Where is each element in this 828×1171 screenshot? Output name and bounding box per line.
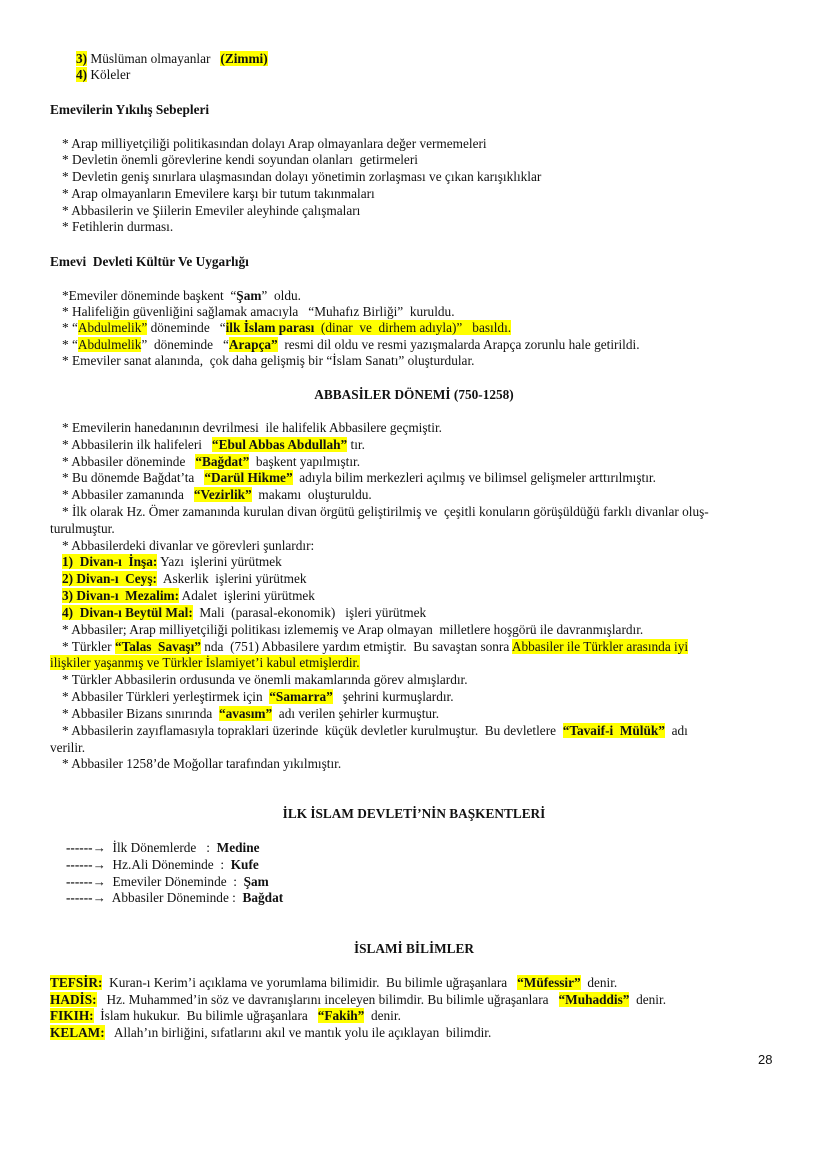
science-item xyxy=(50,992,666,1008)
text-fragment: Köleler xyxy=(87,67,131,82)
divan-item xyxy=(62,588,315,604)
text-fragment: Bağdat xyxy=(242,890,284,905)
text-fragment: “Talas Savaşı” xyxy=(114,639,201,654)
text-fragment: TEFSİR: xyxy=(50,975,103,990)
list-item xyxy=(62,487,372,503)
arrow-icon: ------→ xyxy=(66,857,106,872)
text-fragment: (dinar ve dirhem adıyla)” basıldı. xyxy=(314,320,512,335)
capital-item xyxy=(66,890,283,906)
text-fragment: Kufe xyxy=(230,857,259,872)
text-fragment: * Abbasiler zamanında xyxy=(62,487,194,502)
arrow-icon: ------→ xyxy=(66,840,106,855)
text-fragment: Abdulmelik xyxy=(77,337,142,352)
arrow-icon: ------→ xyxy=(66,874,106,889)
text-fragment: İlk Dönemlerde : xyxy=(105,840,217,855)
text-fragment: “Vezirlik” xyxy=(193,487,252,502)
text-fragment: “Muhaddis” xyxy=(558,992,630,1007)
list-item xyxy=(62,288,301,304)
text-fragment: şehrini kurmuşlardır. xyxy=(332,689,454,704)
text-fragment: ilk İslam parası xyxy=(225,320,315,335)
text-fragment: “Bağdat” xyxy=(195,454,250,469)
list-item-continuation: verilir. xyxy=(50,740,86,755)
text-fragment: * “ xyxy=(62,320,78,335)
capital-item xyxy=(66,857,259,873)
text-fragment: Hz.Ali Döneminde : xyxy=(105,857,231,872)
text-fragment: 3) xyxy=(76,51,88,66)
text-fragment: “Fakih” xyxy=(317,1008,365,1023)
text-fragment: Yazı işlerini yürütmek xyxy=(157,554,282,569)
text-fragment: * Abbasiler döneminde xyxy=(62,454,196,469)
list-item: * Abbasilerin ve Şiilerin Emeviler aleyhinde çalışmaları xyxy=(62,203,361,218)
text-fragment: adı xyxy=(664,723,688,738)
text-fragment: Arapça” xyxy=(228,337,278,352)
text-fragment: * Bu dönemde Bağdat’ta xyxy=(62,470,205,485)
text-fragment: Abdulmelik” xyxy=(77,320,148,335)
text-fragment: Şam xyxy=(236,288,262,303)
text-fragment: 2) Divan-ı Ceyş: xyxy=(62,571,157,586)
text-fragment: resmi dil oldu ve resmi yazışmalarda Arapça zorunlu hale getirildi. xyxy=(277,337,640,352)
text-fragment: ilişkiler yaşanmış ve Türkler İslamiyet’i kabul etmişlerdir. xyxy=(50,655,360,670)
section-heading-fall: Emevilerin Yıkılış Sebepleri xyxy=(50,102,210,117)
list-item xyxy=(62,320,511,336)
text-fragment: * Abbasiler Türkleri yerleştirmek için xyxy=(62,689,270,704)
list-item: * Devletin önemli görevlerine kendi soyundan olanları getirmeleri xyxy=(62,152,418,167)
divan-item xyxy=(62,571,307,587)
list-item: * İlk olarak Hz. Ömer zamanında kurulan divan örgütü geliştirilmiş ve çeşitli konuların görüşüldüğü farklı divanlar oluş- xyxy=(62,504,709,519)
list-item xyxy=(62,639,688,655)
text-fragment: Emeviler Döneminde : xyxy=(105,874,244,889)
text-fragment: “Samarra” xyxy=(269,689,333,704)
text-fragment: başkent yapılmıştır. xyxy=(249,454,361,469)
text-fragment: Şam xyxy=(243,874,269,889)
list-item: * Devletin geniş sınırlara ulaşmasından dolayı yönetimin zorlaşması ve çıkan karışıklıklar xyxy=(62,169,542,184)
text-fragment: denir. xyxy=(364,1008,401,1023)
text-fragment: Kuran-ı Kerim’i açıklama ve yorumlama bilimidir. Bu bilimle uğraşanlara xyxy=(102,975,518,990)
section-heading-culture: Emevi Devleti Kültür Ve Uygarlığı xyxy=(50,254,249,269)
text-fragment: Adalet işlerini yürütmek xyxy=(179,588,315,603)
text-fragment: ” oldu. xyxy=(261,288,301,303)
list-item: * Arap olmayanların Emevilere karşı bir tutum takınmaları xyxy=(62,186,375,201)
text-fragment: Allah’ın birliğini, sıfatlarını akıl ve mantık yolu ile açıklayan bilimdir. xyxy=(104,1025,492,1040)
science-item xyxy=(50,1025,491,1041)
text-fragment: denir. xyxy=(629,992,667,1007)
text-fragment: * Abbasilerin zayıflamasıyla topraklari üzerinde küçük devletler kurulmuştur. Bu devletlere xyxy=(62,723,563,738)
list-item: * Emevilerin hanedanının devrilmesi ile halifelik Abbasilere geçmiştir. xyxy=(62,420,442,435)
list-item: * Abbasiler; Arap milliyetçiliği politikası izlememiş ve Arap olmayan milletlere hoşgörü ile davranmışlardır. xyxy=(62,622,644,637)
divan-item xyxy=(62,554,282,570)
text-fragment: nda (751) Abbasilere yardım etmiştir. Bu savaştan sonra xyxy=(200,639,512,654)
text-fragment: 4) xyxy=(76,67,88,82)
list-item: * Abbasilerdeki divanlar ve görevleri şunlardır: xyxy=(62,538,315,553)
list-item xyxy=(62,470,656,486)
capital-item xyxy=(66,874,269,890)
text-fragment: ” döneminde “ xyxy=(141,337,229,352)
list-item: * Fetihlerin durması. xyxy=(62,219,174,234)
section-heading-abbasid: ABBASİLER DÖNEMİ (750-1258) xyxy=(314,387,514,402)
text-fragment: *Emeviler döneminde başkent “ xyxy=(62,288,237,303)
list-item: * Emeviler sanat alanında, çok daha gelişmiş bir “İslam Sanatı” oluşturdular. xyxy=(62,353,475,368)
text-fragment: adıyla bilim merkezleri açılmış ve bilimsel gelişmeler arttırılmıştır. xyxy=(292,470,656,485)
page-number: 28 xyxy=(758,1052,773,1067)
text-fragment: makamı oluşturuldu. xyxy=(251,487,372,502)
list-item: * Arap milliyetçiliği politikasından dolayı Arap olmayanlara değer vermemeleri xyxy=(62,136,487,151)
list-item-continuation: turulmuştur. xyxy=(50,521,115,536)
text-fragment: HADİS: xyxy=(50,992,97,1007)
arrow-icon: ------→ xyxy=(66,890,106,905)
text-fragment: Hz. Muhammed’in söz ve davranışlarını inceleyen bilimdir. Bu bilimle uğraşanlara xyxy=(96,992,559,1007)
text-fragment: Abbasiler ile Türkler arasında iyi xyxy=(511,639,689,654)
text-fragment: tır. xyxy=(347,437,365,452)
text-fragment: İslam hukukur. Bu bilimle uğraşanlara xyxy=(93,1008,318,1023)
list-item xyxy=(62,454,360,470)
text-fragment: * Türkler xyxy=(62,639,115,654)
section-heading-capitals: İLK İSLAM DEVLETİ’NİN BAŞKENTLERİ xyxy=(282,806,546,821)
text-fragment: 3) Divan-ı Mezalim: xyxy=(62,588,180,603)
list-item xyxy=(62,337,640,353)
text-fragment: (Zimmi) xyxy=(220,51,268,66)
text-fragment: adı verilen şehirler kurmuştur. xyxy=(272,706,440,721)
list-item-continuation xyxy=(50,655,360,671)
text-fragment: FIKIH: xyxy=(50,1008,94,1023)
intro-item-4 xyxy=(76,67,130,83)
list-item xyxy=(62,706,439,722)
text-fragment: Abbasiler Döneminde : xyxy=(105,890,243,905)
text-fragment: denir. xyxy=(580,975,618,990)
divan-item xyxy=(62,605,426,621)
text-fragment: Askerlik işlerini yürütmek xyxy=(156,571,307,586)
text-fragment: * “ xyxy=(62,337,78,352)
list-item: * Abbasiler 1258’de Moğollar tarafından yıkılmıştır. xyxy=(62,756,342,771)
science-item xyxy=(50,1008,401,1024)
list-item: * Halifeliğin güvenliğini sağlamak amacıyla “Muhafız Birliği” kuruldu. xyxy=(62,304,455,319)
text-fragment: KELAM: xyxy=(50,1025,105,1040)
intro-item-3 xyxy=(76,51,268,67)
list-item xyxy=(62,723,688,739)
text-fragment: “avasım” xyxy=(218,706,273,721)
list-item xyxy=(62,689,454,705)
text-fragment: “Tavaif-i Mülük” xyxy=(562,723,665,738)
text-fragment: “Ebul Abbas Abdullah” xyxy=(211,437,348,452)
text-fragment: döneminde “ xyxy=(147,320,226,335)
text-fragment: 4) Divan-ı Beytül Mal: xyxy=(62,605,193,620)
text-fragment: Medine xyxy=(216,840,260,855)
text-fragment: 1) Divan-ı İnşa: xyxy=(62,554,158,569)
section-heading-sciences: İSLAMİ BİLİMLER xyxy=(353,941,475,956)
text-fragment: Müslüman olmayanlar xyxy=(87,51,221,66)
text-fragment: “Darül Hikme” xyxy=(204,470,293,485)
capital-item xyxy=(66,840,260,856)
text-fragment: * Abbasiler Bizans sınırında xyxy=(62,706,219,721)
list-item: * Türkler Abbasilerin ordusunda ve önemli makamlarında görev almışlardır. xyxy=(62,672,468,687)
text-fragment: Mali (parasal-ekonomik) işleri yürütmek xyxy=(192,605,427,620)
science-item xyxy=(50,975,617,991)
text-fragment: “Müfessir” xyxy=(517,975,581,990)
text-fragment: * Abbasilerin ilk halifeleri xyxy=(62,437,212,452)
list-item xyxy=(62,437,365,453)
